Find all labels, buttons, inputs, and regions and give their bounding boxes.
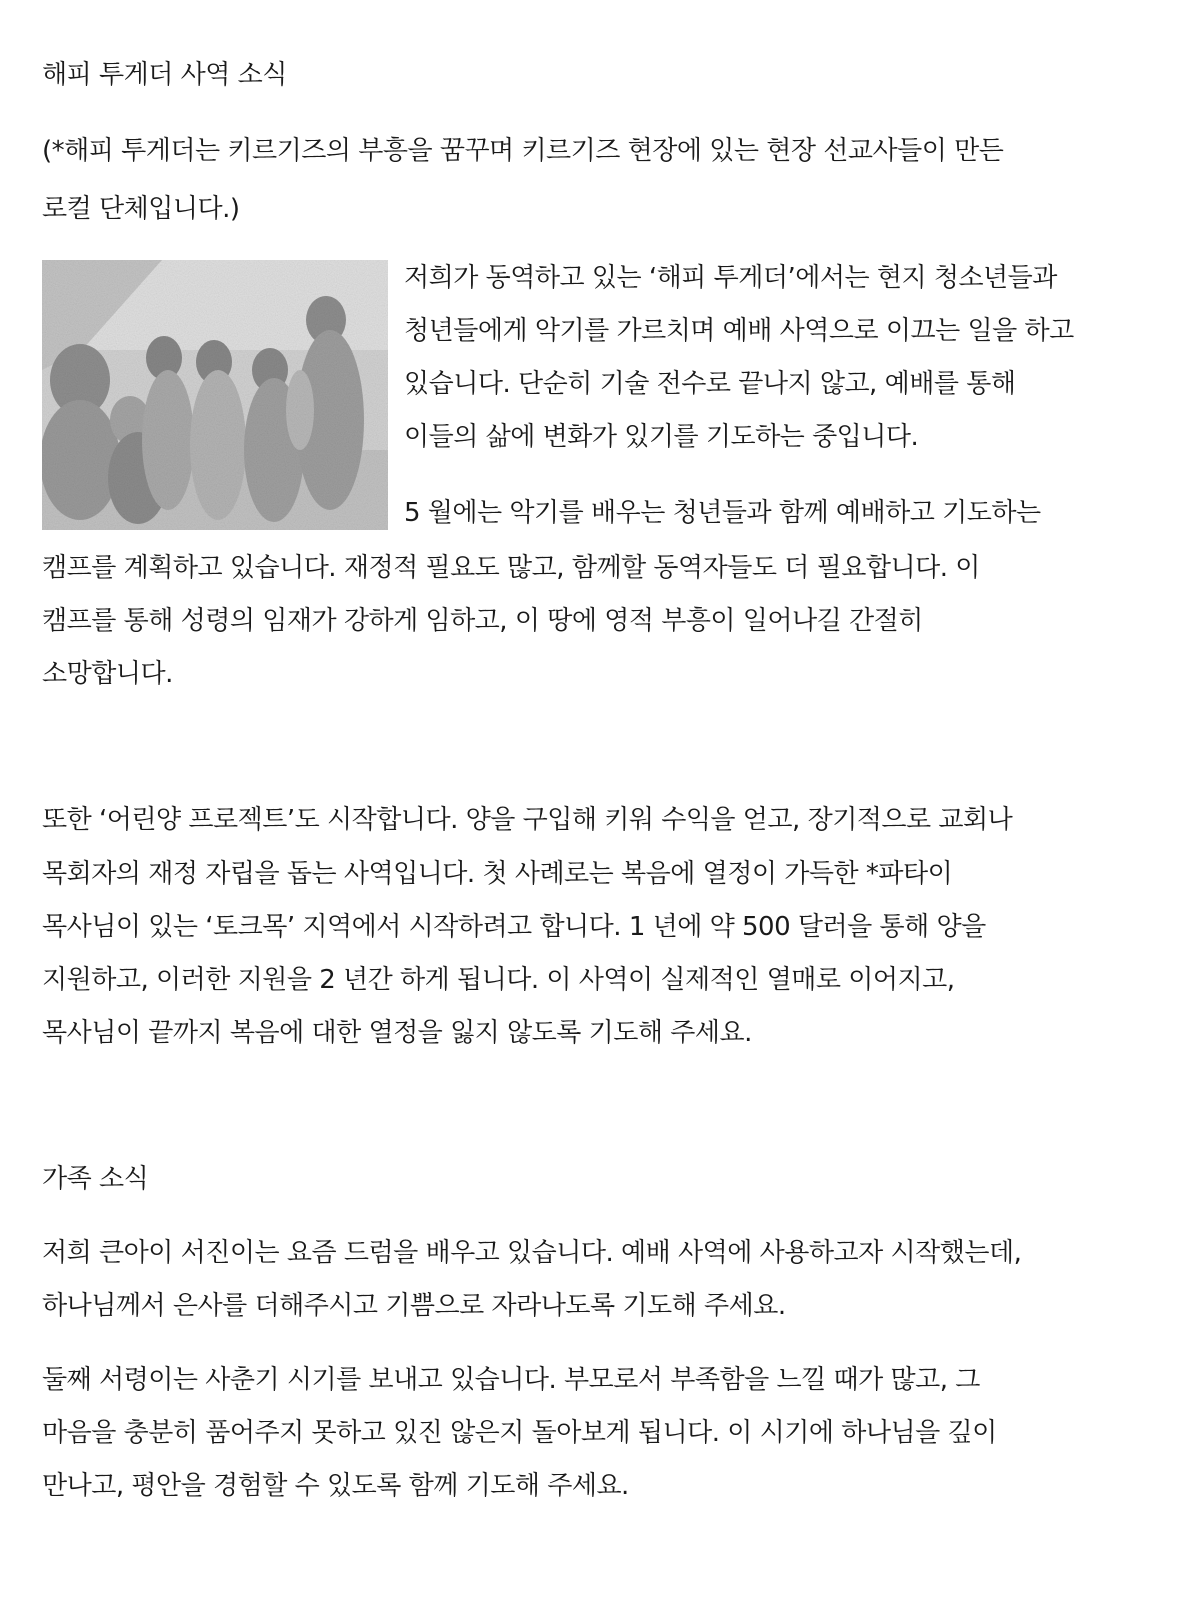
ministry-para1-line-3: 있습니다. 단순히 기술 전수로 끝나지 않고, 예배를 통해 — [404, 369, 1016, 399]
intro-line-1: (*해피 투게더는 키르기즈의 부흥을 꿈꾸며 키르기즈 현장에 있는 현장 선교사들이 만든 — [42, 136, 1004, 166]
ministry-para1-line-1: 저희가 동역하고 있는 ‘해피 투게더’에서는 현지 청소년들과 — [404, 263, 1057, 293]
ministry-para3-line-5: 목사님이 끝까지 복음에 대한 열정을 잃지 않도록 기도해 주세요. — [42, 1018, 752, 1048]
ministry-heading: 해피 투게더 사역 소식 — [42, 60, 287, 90]
intro-line-2: 로컬 단체입니다.) — [42, 194, 240, 224]
family-para2-line-2: 마음을 충분히 품어주지 못하고 있진 않은지 돌아보게 됩니다. 이 시기에 하나님을 깊이 — [42, 1418, 997, 1448]
family-para1-line-1: 저희 큰아이 서진이는 요즘 드럼을 배우고 있습니다. 예배 사역에 사용하고자 시작했는데, — [42, 1238, 1022, 1268]
family-heading: 가족 소식 — [42, 1164, 149, 1194]
ministry-para3-line-4: 지원하고, 이러한 지원을 2 년간 하게 됩니다. 이 사역이 실제적인 열매로 이어지고, — [42, 965, 955, 995]
ministry-para3-line-2: 목회자의 재정 자립을 돕는 사역입니다. 첫 사례로는 복음에 열정이 가득한 *파타이 — [42, 859, 953, 889]
family-para2-line-1: 둘째 서령이는 사춘기 시기를 보내고 있습니다. 부모로서 부족함을 느낄 때가 많고, 그 — [42, 1365, 980, 1395]
ministry-para1-line-2: 청년들에게 악기를 가르치며 예배 사역으로 이끄는 일을 하고 — [404, 316, 1074, 346]
ministry-para1-line-4: 이들의 삶에 변화가 있기를 기도하는 중입니다. — [404, 422, 919, 452]
ministry-para3-line-1: 또한 ‘어린양 프로젝트’도 시작합니다. 양을 구입해 키워 수익을 얻고, 장기적으로 교회나 — [42, 805, 1013, 835]
family-para2-line-3: 만나고, 평안을 경험할 수 있도록 함께 기도해 주세요. — [42, 1471, 629, 1501]
family-para1-line-2: 하나님께서 은사를 더해주시고 기쁨으로 자라나도록 기도해 주세요. — [42, 1291, 786, 1321]
ministry-para2-line-2: 캠프를 계획하고 있습니다. 재정적 필요도 많고, 함께할 동역자들도 더 필요합니다. 이 — [42, 553, 980, 583]
ministry-para2-line-3: 캠프를 통해 성령의 임재가 강하게 임하고, 이 땅에 영적 부흥이 일어나길 간절히 — [42, 606, 923, 636]
group-photo-icon — [42, 260, 388, 530]
ministry-para2-line-4: 소망합니다. — [42, 659, 173, 689]
ministry-para2-line-1: 5 월에는 악기를 배우는 청년들과 함께 예배하고 기도하는 — [404, 498, 1041, 528]
ministry-para3-line-3: 목사님이 있는 ‘토크목’ 지역에서 시작하려고 합니다. 1 년에 약 500 달러을 통해 양을 — [42, 912, 986, 942]
